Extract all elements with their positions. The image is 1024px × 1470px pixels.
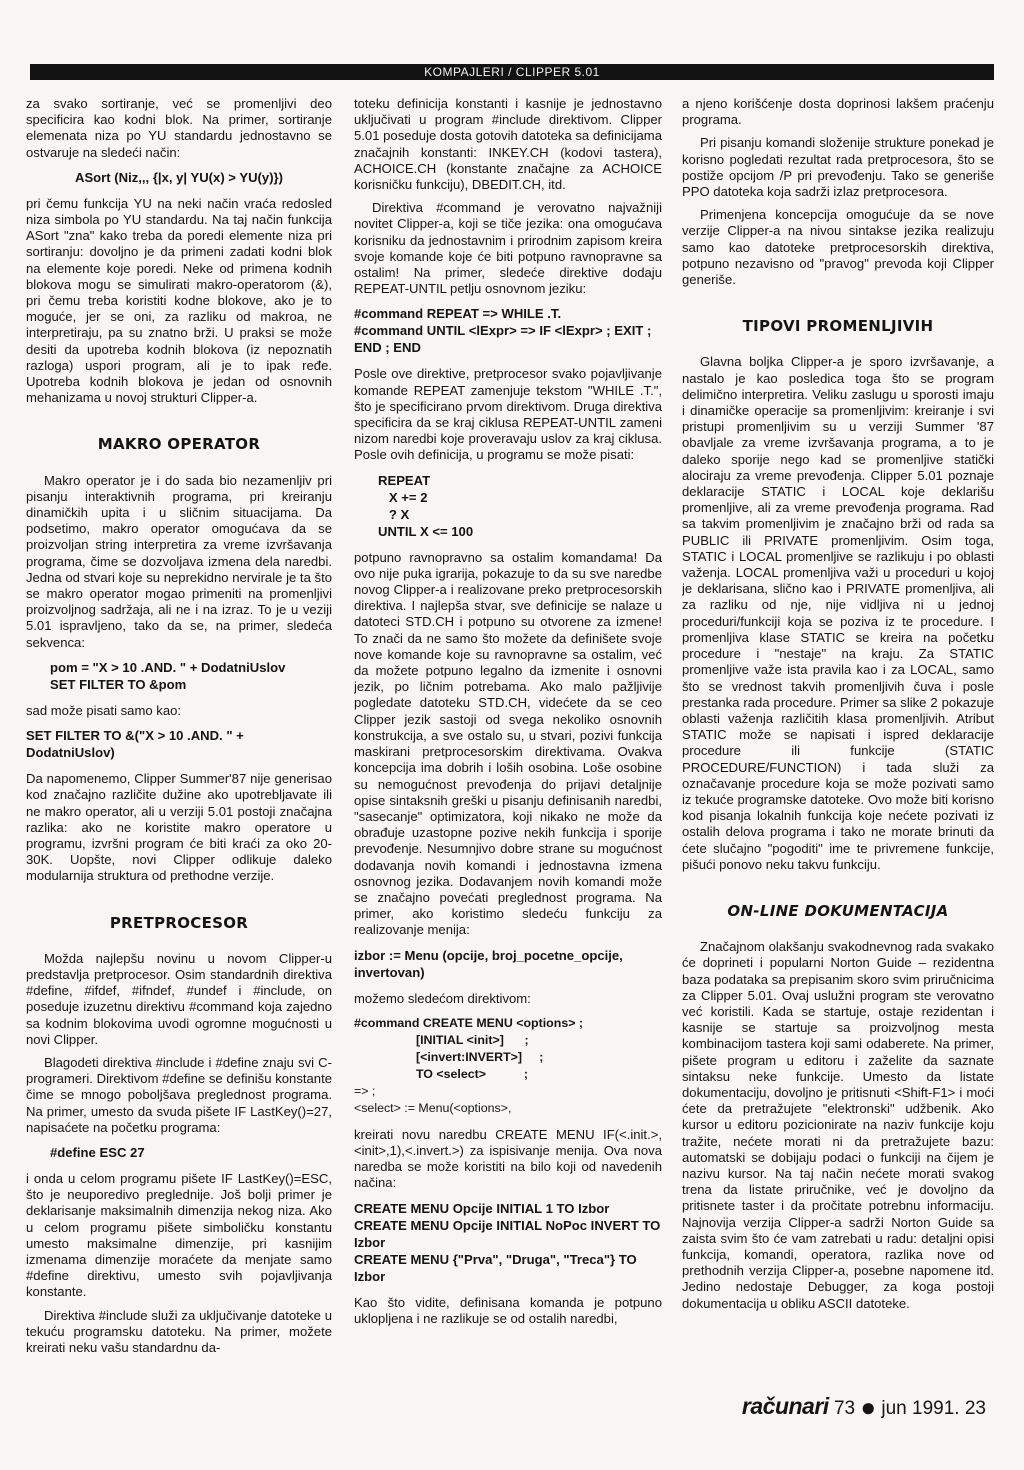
code-line: [<invert:INVERT>] ; [354,1049,544,1064]
code-sample: ASort (Niz,,, {|x, y| YU(x) > YU(y)}) [74,169,284,185]
code-sample [26,659,332,693]
code-line: #command UNTIL <lExpr> => IF <lExpr> ; EXIT ; END ; END [354,323,652,356]
code-line: <select> := Menu(<options>, [354,1100,512,1115]
issue-date: jun 1991. [881,1398,960,1419]
paragraph: sad može pisati samo kao: [26,702,182,718]
paragraph: a njeno korišćenje dosta doprinosi lakšem praćenju programa. [682,96,994,128]
code-line: #command CREATE MENU <options> ; [354,1015,584,1030]
issue-number: 73 [833,1398,856,1419]
paragraph: Kao što vidite, definisana komanda je potpuno uklopljena i ne razlikuje se od ostalih naredbi, [354,1294,662,1326]
paragraph: za svako sortiranje, već se promenljivi deo specificira kao kodni blok. Na primer, sortiranje elemenata niza po YU standardu jednostavno se ostvaruje na sledeći način: [26,96,332,160]
bullet-separator: ● [860,1392,877,1422]
paragraph: toteku definicija konstanti i kasnije je jednostavno uključivati u program #include direktivom. Clipper 5.01 poseduje dosta gotovih datoteka sa definicijama značajnih konstanti: INKEY.CH (kodovi tastera), ACHOICE.CH (konstante značajne za ACHOICE korisničku funkciju), DBEDIT.CH, itd. [354,96,662,193]
section-header-bar: KOMPAJLERI / CLIPPER 5.01 [30,64,994,80]
paragraph: Značajnom olakšanju svakodnevnog rada svakako će doprineti i popularni Norton Guide – rezidentna baza podataka sa prepisanim skoro svim priručnicima za Clipper 5.01. Ovaj uslužni program ste verovatno već koristili. Kada se startuje, ostaje rezidentan i kasnije se startuje sa proizvoljnog mesta kombinacijom tastera koji sami odaberete. Na primer, pišete program u editoru i zaželite da saznate sintaksu neke funkcije. Umesto da listate dokumentaciju, dovoljno je pritisnuti <Shift-F1> i moći ćete da pretražujete "elektronski" udžbenik. Ako kursor u editoru pozicionirate na naziv funkcije koju tražite, nećete morati ni da pretražujete bazu: automatski se dobijaju podaci o funkciji na čijem je nazivu kursor. Na taj način nećete morati svakog trena da listate priručnike, već je dovoljno da pritisnete taster i da pročitate potrebnu informaciju. Najnovija verzija Clipper-a sadrži Norton Guide sa zaista svim što će vam zatrebati u radu: detaljni opisi funkcija, komandi, operatora, razlika nove od prethodnih verzija Clipper-a, posebne napomene itd. Jedino nedostaje Debugger, za koga postoji dokumentacija u obliku ASCII datoteke. [682,939,994,1311]
paragraph: pri čemu funkcija YU na neki način vraća redosled niza simbola po YU standardu. Na taj način funkcija ASort "zna" kako treba da poredi elemente niza pri sortiranju: dovoljno je da primeni zadati kodni blok na elemente koje poredi. Neke od primena kodnih blokova mogu se simulirati makro-operatorom (&), pri čemu treba koristiti kodne blokove, ako je to moguće, jer se oni, za razliku od makroa, ne interpretiraju, pa su znatno brži. U praksi se može desiti da upotreba kodnih blokova (iz nepoznatih razloga) uspori program, ali je to ipak ređe. Upotreba kodnih blokova je jedan od osnovnih mehanizama u novoj strukturi Clipper-a. [26,195,332,406]
code-line: ? X [378,506,410,522]
code-line: CREATE MENU {"Prva", "Druga", "Treca"} TO Izbor [354,1251,637,1284]
column-3 [682,96,994,1378]
page-number: 23 [964,1398,986,1419]
paragraph: Makro operator je i do sada bio nezamenljiv pri pisanju interaktivnih programa, pri kreiranju dinamičkih upita i u sličnim situacijama. Da podsetimo, makro operator omogućava da se proizvoljan string interpretira za vreme izvršavanja programa, čime se dozvoljava izmena dela naredbi. Jedna od stvari koje su neprekidno nervirale je ta što se makro operator mogao primeniti na promenljivi proizvoljnog sadržaja, ali ne i na izraz. To je u veziji 5.01 ispravljeno, tako da se, na primer, sledeća sekvenca: [26,472,332,650]
code-sample [354,1200,662,1285]
code-line: UNTIL X <= 100 [378,523,474,539]
paragraph: Blagodeti direktiva #include i #define znaju svi C-programeri. Direktivom #define se definišu konstante čime se mnogo poboljšava preglednost programa. Na primer, umesto da svuda pišete IF LastKey()=27, napisaćete na početku programa: [26,1054,332,1135]
code-sample: #define ESC 27 [50,1144,145,1160]
code-sample: SET FILTER TO &("X > 10 .AND. " + DodatniUslov) [26,728,244,761]
paragraph: i onda u celom programu pišete IF LastKey()=ESC, što je neuporedivo preglednije. Još bolji primer je deklarisanje maksimalnih dimenzija nekog niza. Ako u celom programu pišete simboličku konstantu umesto maksimalne dimenzije, pri kasnijim izmenama dimenzije moraćete da menjate samo #define direktivu, umesto svih pojavljivanja konstante. [26,1170,332,1300]
section-heading-tipovi-promenljivih: TIPOVI PROMENLJIVIH [742,317,934,336]
code-line: pom = "X > 10 .AND. " + DodatniUslov [50,659,286,675]
paragraph: potpuno ravnopravno sa ostalim komandama! Da ovo nije puka igrarija, pokazuje to da su sve naredbe novog Clipper-a i realizovane preko pretprocesorskih direktiva. I najlepša stvar, sve definicije se nalaze u datoteci STD.CH i potpuno su otvorene za izmene! To znači da ne samo što možete da definišete svoje nove komande koje su ravnopravne sa ostalim, već da možete potpuno legalno da izmenite i osnovni jezik, po ličnim potrebama. Ako malo pažljivije pogledate datoteku STD.CH, videćete da se ceo Clipper jezik sastoji od svega nekoliko osnovnih konstrukcija, a sve ostalo su, u stvari, pozivi funkcija maskirani pretprocesorskim direktivama. Ovakva koncepcija ima dobrih i loših osobina. Loše osobine su nemogućnost prevođenja do prijavi detaljnije opise sintaksnih greški u pisanju definisanih naredbi, "sasecanje" optimizatora, koji nikako ne može da obrađuje uzastopne pozive nekih funkcija i sporije prevođenje. Nesumnjivo dobre strane su mogućnost dodavanja novih komandi i jednostavna izmena osnovnog jezika. Dodavanjem novih komandi može se značajno povećati preglednost programa. Na primer, ako koristimo sledeću funkciju za realizovanje menija: [354,549,662,938]
paragraph: Primenjena koncepcija omogućuje da se nove verzije Clipper-a na nivou sintakse jezika realizuju samo kao datoteke pretprocesorskih direktiva, potpuno nezavisno od "pravog" prevoda koji Clipper generiše. [682,207,994,288]
code-line: X += 2 [378,489,428,505]
paragraph: Možda najlepšu novinu u novom Clipper-u predstavlja pretprocesor. Osim standardnih direktiva #define, #ifdef, #ifndef, #undef i #include, on poseduje izuzetnu direktivu #command koja zajedno sa kodnim blokovima uvodi ogromne mogućnosti u novi Clipper. [26,950,332,1047]
code-sample: izbor := Menu (opcije, broj_pocetne_opcije, invertovan) [354,947,623,980]
magazine-logo: računari [741,1393,829,1419]
code-line: #command REPEAT => WHILE .T. [354,306,562,322]
paragraph: Direktiva #include služi za uključivanje datoteke u tekuću programsku datoteku. Na primer, možete kreirati neku vašu standardnu da- [26,1307,332,1355]
code-line: CREATE MENU Opcije INITIAL 1 TO Izbor [354,1200,610,1216]
code-sample [354,472,662,540]
paragraph: Direktiva #command je verovatno najvažniji novitet Clipper-a, koji se tiče jezika: ona omogućava korisniku da jednostavnim i prirodnim zapisom kreira svoje komande koje će biti potpuno ravnopravne sa ostalim! Na primer, sledeće direktive dodaju REPEAT-UNTIL petlju osnovnom jeziku: [354,200,662,297]
section-heading-pretprocesor: PRETPROCESOR [109,913,249,932]
paragraph: kreirati novu naredbu CREATE MENU IF(<.init.>,<init>,1),<.invert.>) za ispisivanje menija. Ova nova naredba se može koristiti na bilo koji od navedenih načina: [354,1126,662,1191]
code-line: [INITIAL <init>] ; [354,1032,529,1047]
section-heading-online-dokumentacija: ON-LINE DOKUMENTACIJA [727,901,949,920]
paragraph: Glavna boljka Clipper-a je sporo izvršavanje, a nastalo je kao posledica toga što se program delimično interpretira. Veliku zaslugu u sporosti imaju i dinamičke operacije sa promenljivim: kreiranje i svi pristupi promenljivim su u verziji Summer '87 obavljale za vreme izvršavanja programa, a to je daleko sporije nego kad se promenljive statički alociraju za vreme prevođenja. Clipper 5.01 poznaje deklaracije STATIC i LOCAL koje deklarišu promenljive, ali za vreme prevođenja programa. Rad sa takvim promenljivim je značajno brži od rada sa PUBLIC ili PRIVATE promenljivim. Osim toga, STATIC i LOCAL promenljive se razlikuju i po oblasti važenja. LOCAL promenljiva važi u proceduri u kojoj je deklarisana, slično kao i PRIVATE promenljiva, ali za razliku od nje, nije vidljiva ni u jednoj proceduri/funkciji koja se poziva iz te procedure. I promenljiva klase STATIC se kreira na početku procedure i "nestaje" na kraju. Za STATIC promenljive važe ista pravila kao i za LOCAL, samo što se vrednost takvih promenljivih čuva i posle prestanka rada procedure. Primer sa slike 2 pokazuje oblasti važenja različitih klasa promenljivih. Atribut STATIC može se napisati i ispred deklaracije procedure ili funkcije (STATIC PROCEDURE/FUNCTION) i tada služi za označavanje procedure koja se može pozivati samo iz tekuće programske datoteke. Ovo može biti korisno kod pisanja lokalnih funkcija koje nećete pozivati iz ostalih delova programa i tako ne morate brinuti da ćete slučajno "pogoditi" ime te privremene funkcije, pišući ponovo neku takvu funkciju. [682,354,994,872]
column-1 [26,96,332,1378]
code-line: CREATE MENU Opcije INITIAL NoPoc INVERT TO Izbor [354,1217,661,1250]
paragraph: Pri pisanju komandi složenije strukture ponekad je korisno pogledati rezultat rada pretprocesora, što se postiže opcijom /P pri prevođenju. Tako se generiše PPO datoteka koja sadrži izlaz pretprocesora. [682,135,994,200]
code-line: SET FILTER TO &pom [50,676,187,692]
code-sample [354,305,662,356]
paragraph: Da napomenemo, Clipper Summer'87 nije generisao kod značajno različite dužine ako upotrebljavate ili ne makro operator, ali u verziji 5.01 postoji značajna razlika: ako ne koristite makro operatore u programu, izvršni program će biti kraći za oko 20-30K. Uopšte, novi Clipper odlikuje daleko modularnija struktura od prethodne verzije. [26,771,332,884]
code-line: REPEAT [378,472,431,488]
code-line: => ; [354,1083,376,1098]
code-sample [354,1015,662,1117]
paragraph: možemo sledećom direktivom: [354,990,531,1006]
code-line: TO <select> ; [354,1066,528,1081]
paragraph: Posle ove direktive, pretprocesor svako pojavljivanje komande REPEAT zamenjuje tekstom "WHILE .T.", što je specificirano prvom direktivom. Druga direktiva specificira da se kraj ciklusa REPEAT-UNTIL zameni nizom naredbi koje proveravaju uslov za kraj ciklusa. Posle ovih definicija, u programu se može pisati: [354,366,662,463]
section-heading-makro-operator: MAKRO OPERATOR [97,435,261,454]
column-2 [354,96,662,1378]
page-footer [742,1392,986,1423]
